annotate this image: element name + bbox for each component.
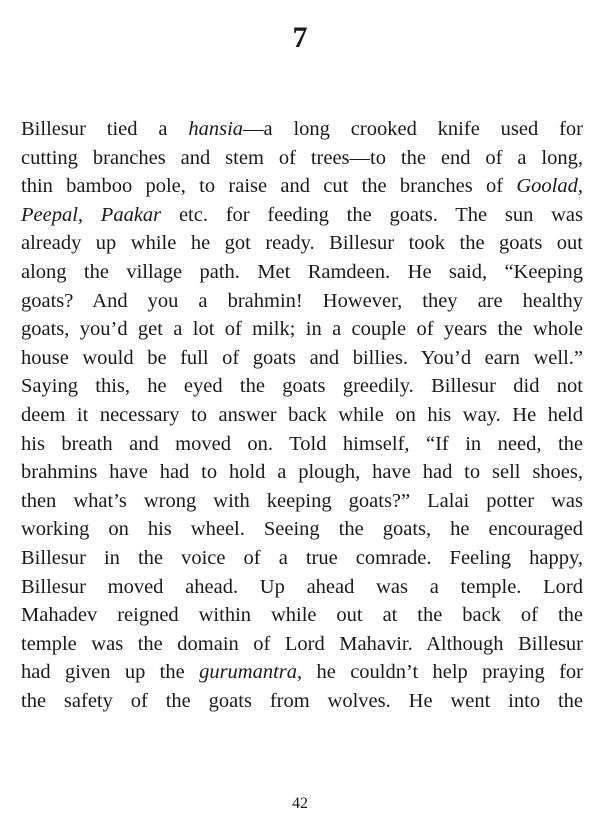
- text-segment: goats? And you a brahmin! However, they are healthy: [21, 289, 583, 312]
- text-segment: Billesur in the voice of a true comrade. Feeling happy,: [21, 546, 583, 569]
- text-line: [21, 458, 583, 487]
- text-line: [21, 315, 583, 344]
- text-line: [21, 658, 583, 687]
- text-line: [21, 344, 583, 373]
- text-segment: along the village path. Met Ramdeen. He said, “Keeping: [21, 260, 583, 283]
- italic-text: Goolad,: [516, 175, 583, 198]
- text-line: [21, 172, 583, 201]
- text-line: [21, 401, 583, 430]
- text-segment: cutting branches and stem of trees—to the end of a long,: [21, 146, 583, 169]
- text-line: [21, 544, 583, 573]
- italic-text: Peepal, Paakar: [21, 203, 162, 226]
- text-segment: then what’s wrong with keeping goats?” Lalai potter was: [21, 489, 583, 512]
- italic-text: hansia: [188, 118, 244, 140]
- text-line: [21, 601, 583, 630]
- text-line: [21, 687, 583, 716]
- text-segment: house would be full of goats and billies. You’d earn well.”: [21, 346, 583, 369]
- text-segment: his breath and moved on. Told himself, “If in need, the: [21, 432, 583, 455]
- text-line: [21, 287, 583, 316]
- text-segment: goats, you’d get a lot of milk; in a couple of years the whole: [21, 318, 583, 341]
- text-line: [21, 201, 583, 230]
- body-text: [21, 115, 583, 715]
- text-line: [21, 229, 583, 258]
- text-line: [21, 372, 583, 401]
- text-line: [21, 430, 583, 459]
- italic-text: gurumantra: [199, 661, 298, 684]
- text-line: [21, 515, 583, 544]
- text-segment: —a long crooked knife used for: [243, 118, 583, 140]
- chapter-number: 7: [292, 21, 308, 54]
- text-line: [21, 573, 583, 602]
- text-line: [21, 487, 583, 516]
- text-line: [21, 258, 583, 287]
- text-segment: thin bamboo pole, to raise and cut the branches of: [21, 175, 517, 198]
- page-number: 42: [292, 795, 308, 812]
- text-segment: Billesur tied a: [21, 118, 189, 140]
- text-line: [21, 144, 583, 173]
- text-segment: Mahadev reigned within while out at the back of the: [21, 604, 583, 627]
- text-segment: working on his wheel. Seeing the goats, he encouraged: [21, 518, 583, 541]
- text-segment: etc. for feeding the goats. The sun was: [161, 203, 583, 226]
- text-segment: already up while he got ready. Billesur took the goats out: [21, 232, 583, 255]
- text-segment: Billesur moved ahead. Up ahead was a temple. Lord: [21, 575, 583, 598]
- text-segment: the safety of the goats from wolves. He went into the: [21, 689, 583, 712]
- text-line: [21, 115, 583, 144]
- text-segment: Saying this, he eyed the goats greedily. Billesur did not: [21, 375, 583, 398]
- text-segment: brahmins have had to hold a plough, have had to sell shoes,: [21, 461, 583, 484]
- text-line: [21, 630, 583, 659]
- text-segment: had given up the: [21, 661, 200, 684]
- text-segment: temple was the domain of Lord Mahavir. Although Billesur: [21, 632, 583, 655]
- text-segment: , he couldn’t help praying for: [297, 661, 583, 684]
- text-segment: deem it necessary to answer back while on his way. He held: [21, 403, 583, 426]
